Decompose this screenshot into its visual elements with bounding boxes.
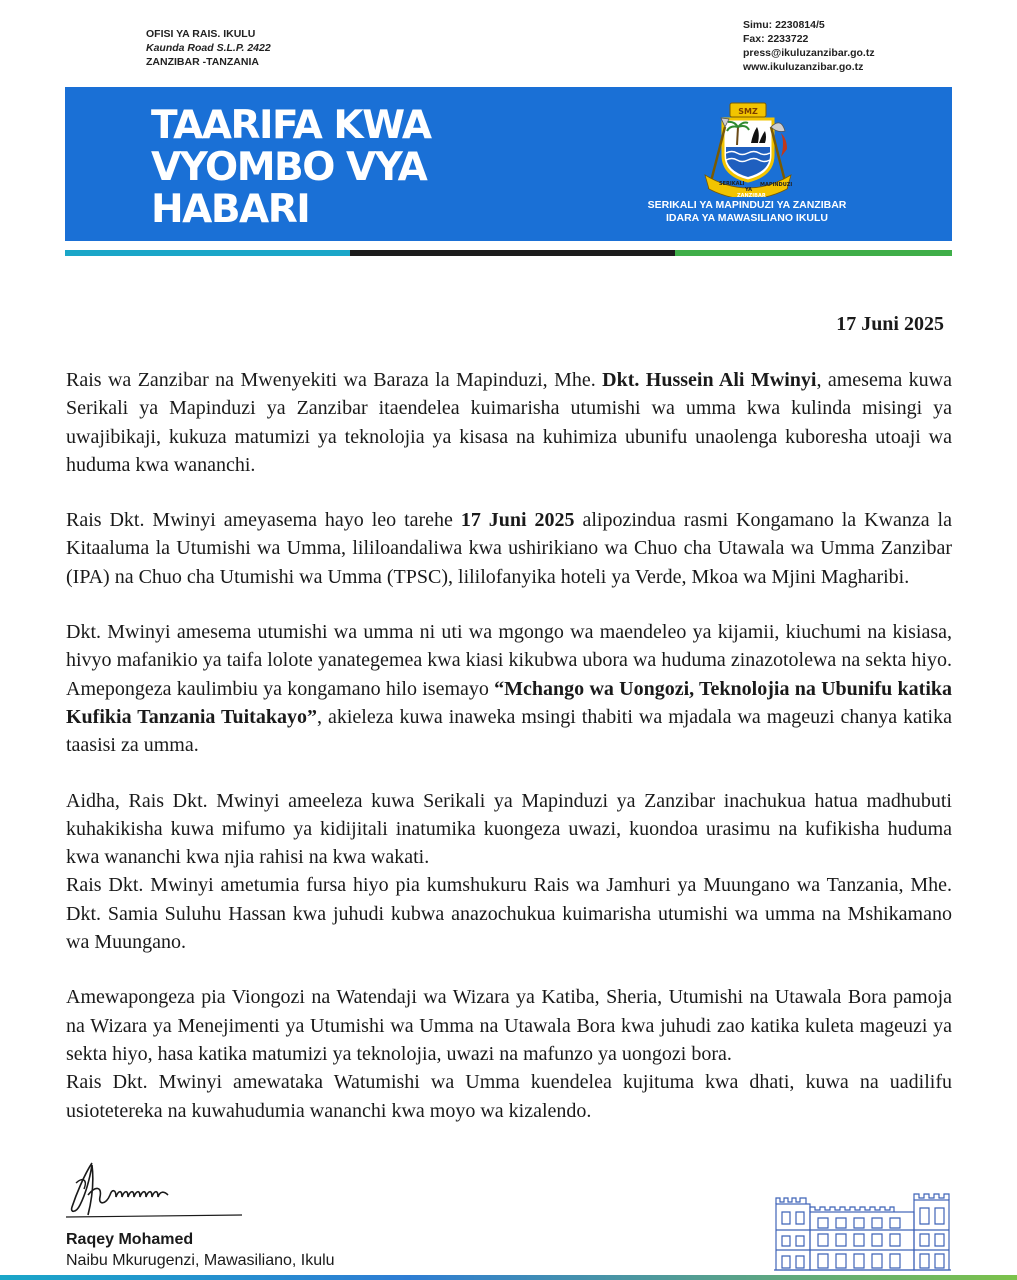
- footer-color-bar: [0, 1275, 1017, 1280]
- press-release-banner: [65, 87, 952, 241]
- department-name: IDARA YA MAWASILIANO IKULU: [666, 212, 828, 224]
- paragraph-2: Rais Dkt. Mwinyi ameyasema hayo leo tarehe 17 Juni 2025 alipozindua rasmi Kongamano la Kwanza la Kitaaluma la Utumishi wa Umma, lililoandaliwa kwa ushirikiano wa Chuo cha Utawala wa Umma Zanzibar (IPA) na Chuo cha Utumishi wa Umma (TPSC), lililofanyika hoteli ya Verde, Mkoa wa Mjini Magharibi.: [66, 509, 952, 588]
- press-release-body: [66, 366, 952, 1125]
- paragraph-4: Aidha, Rais Dkt. Mwinyi ameeleza kuwa Serikali ya Mapinduzi ya Zanzibar inachukua hatua madhubuti kuhakikisha kuwa mifumo ya kidijitali inatumika kuongeza uwazi, kuondoa urasimu na kufikisha huduma kwa wananchi kwa njia rahisi na kwa wakati.: [66, 789, 952, 869]
- emblem-ribbon-right: MAPINDUZI: [760, 182, 793, 188]
- stripe-green: [675, 250, 952, 256]
- state-house-building-icon: [770, 1190, 955, 1272]
- handwritten-signature: [62, 1155, 247, 1227]
- release-date: 17 Juni 2025: [836, 313, 944, 335]
- stripe-cyan: [65, 250, 350, 256]
- president-name: Dkt. Hussein Ali Mwinyi: [602, 369, 817, 391]
- signatory-name: Raqey Mohamed: [66, 1231, 194, 1248]
- conference-theme: “Mchango wa Uongozi, Teknolojia na Ubunifu katika Kufikia Tanzania Tuitakayo”: [66, 677, 952, 728]
- event-date: 17 Juni 2025: [460, 509, 575, 532]
- contact-info: [743, 18, 875, 74]
- banner-title-line1: TAARIFA KWA: [151, 103, 431, 148]
- government-name: SERIKALI YA MAPINDUZI YA ZANZIBAR: [647, 199, 847, 211]
- paragraph-6: Amewapongeza pia Viongozi na Watendaji wa Wizara ya Katiba, Sheria, Utumishi na Utawala Bora pamoja na Wizara ya Menejimenti ya Utumishi wa Umma na Utawala Bora kwa juhudi zao katika kuleta mageuzi ya sekta hiyo, hasa katika matumizi ya teknolojia, uwazi na mafunzo ya uongozi bora.: [66, 986, 952, 1065]
- emblem-ribbon-left: SERIKALI: [719, 181, 745, 187]
- office-city: ZANZIBAR -TANZANIA: [146, 56, 259, 68]
- emblem-ribbon-mid: YA: [745, 187, 753, 193]
- banner-title: [151, 105, 431, 231]
- zanzibar-coat-of-arms-icon: [685, 97, 811, 197]
- office-address: [146, 27, 271, 69]
- signatory-title: Naibu Mkurugenzi, Mawasiliano, Ikulu: [66, 1252, 335, 1269]
- office-name: OFISI YA RAIS. IKULU: [146, 28, 256, 40]
- paragraph-3: Dkt. Mwinyi amesema utumishi wa umma ni uti wa mgongo wa maendeleo ya kijamii, kiuchumi na kisiasa, hivyo mafanikio ya taifa lolote yanategemea kwa kiasi kikubwa ubora wa huduma zinazotolewa na sekta hiyo. Amepongeza kaulimbiu ya kongamano hilo isemayo “Mchango wa Uongozi, Teknolojia na Ubunifu katika Kufikia Tanzania Tuitakayo”, akieleza kuwa inaweka msingi thabiti wa mjadala wa mageuzi chanya katika taasisi za umma.: [66, 621, 952, 757]
- email-link[interactable]: press@ikuluzanzibar.go.tz: [743, 47, 875, 59]
- paragraph-7: Rais Dkt. Mwinyi amewataka Watumishi wa Umma kuendelea kujituma kwa dhati, kuwa na uadilifu usiotetereka na kuwahudumia wananchi kwa moyo wa kizalendo.: [66, 1071, 952, 1122]
- paragraph-5: Rais Dkt. Mwinyi ametumia fursa hiyo pia kumshukuru Rais wa Jamhuri ya Muungano wa Tanzania, Mhe. Dkt. Samia Suluhu Hassan kwa juhudi kubwa anazochukua kuimarisha utumishi wa umma na Mshikamano wa Muungano.: [66, 874, 952, 954]
- website-link[interactable]: www.ikuluzanzibar.go.tz: [743, 61, 864, 73]
- emblem-ribbon-bottom: ZANZIBAR: [737, 193, 766, 197]
- phone-number: Simu: 2230814/5: [743, 19, 825, 31]
- stripe-black: [350, 250, 675, 256]
- banner-title-line3: HABARI: [151, 187, 310, 232]
- banner-organization: [613, 199, 881, 225]
- signatory: [66, 1229, 335, 1271]
- fax-number: Fax: 2233722: [743, 33, 809, 45]
- paragraph-1: Rais wa Zanzibar na Mwenyekiti wa Baraza la Mapinduzi, Mhe. Dkt. Hussein Ali Mwinyi, amesema kuwa Serikali ya Mapinduzi ya Zanzibar itaendelea kuimarisha utumishi wa umma kwa kulinda misingi ya uwajibikaji, kukuza matumizi ya teknolojia ya kisasa na kuhimiza ubunifu unaolenga kuboresha utoaji wa huduma kwa wananchi.: [66, 369, 952, 476]
- banner-title-line2: VYOMBO VYA: [151, 145, 427, 190]
- office-street: Kaunda Road S.L.P. 2422: [146, 42, 271, 54]
- emblem-crest-text: SMZ: [738, 107, 758, 116]
